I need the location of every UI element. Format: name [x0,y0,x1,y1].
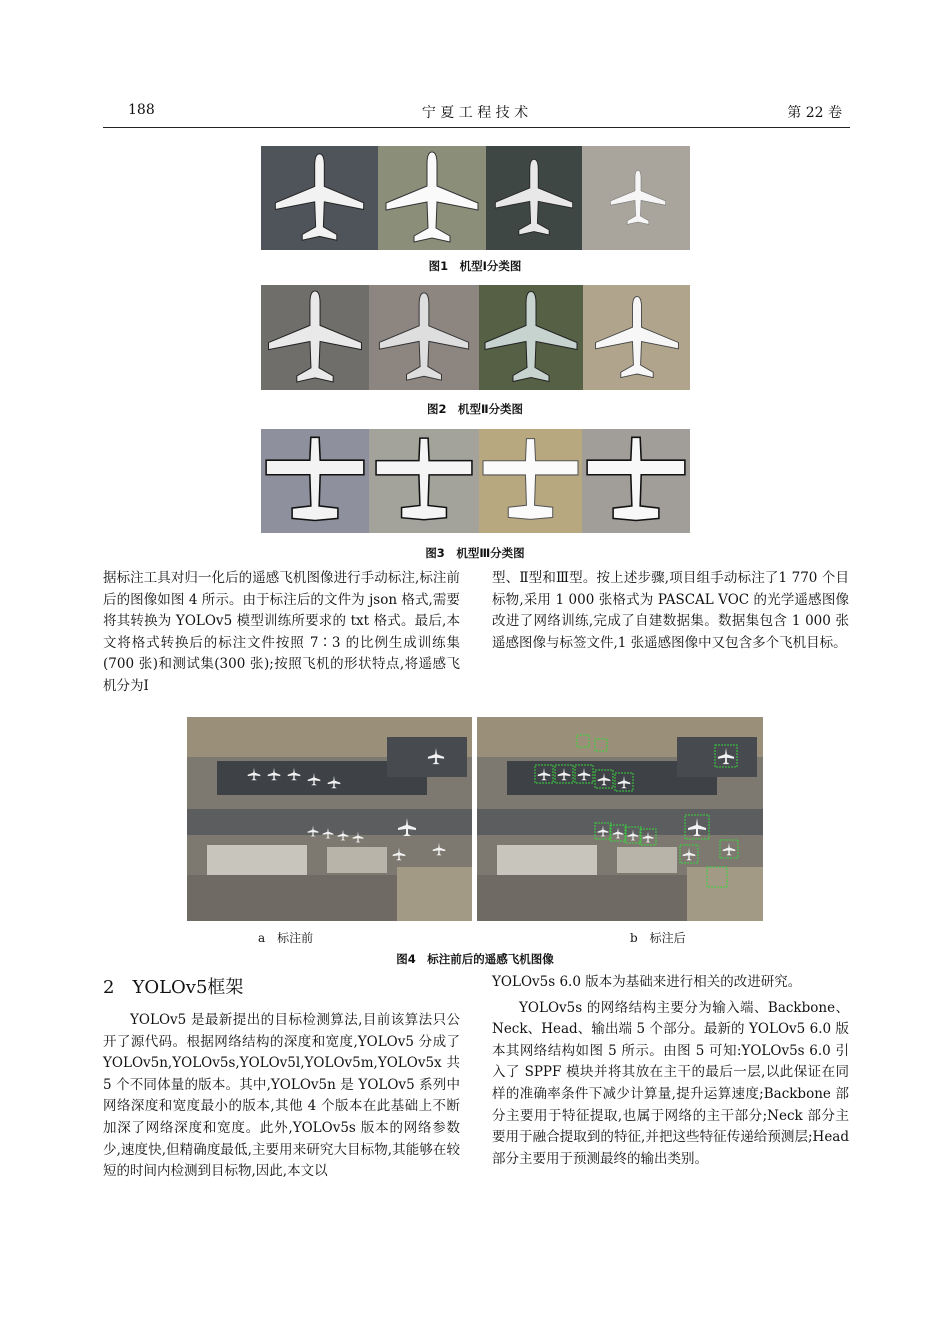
figure-4a-image [187,717,472,921]
volume-label: 第 22 卷 [787,105,842,121]
figure-1-image-4 [582,146,690,250]
figure-1-image-2 [378,146,486,250]
figure-2-image-2 [369,285,479,390]
upper-left-paragraph [103,568,460,698]
figure-3-image-4 [582,429,690,533]
figure-1-caption: 图1 机型Ⅰ分类图 [428,259,522,273]
figure-1-image-1 [261,146,378,250]
upper-right-text: 型、Ⅱ型和Ⅲ型。按上述步骤,项目组手动标注了1 770 个目标物,采用 1 000 张格式为 PASCAL VOC 的光学遥感图像改进了网络训练,完成了自建数据集。数据集包含 1 000 张遥感图像与标签文件,1 张遥感图像中又包含多个飞机目标。 [492,570,849,651]
page-number: 188 [128,102,155,118]
figure-1 [261,146,690,250]
figure-2-caption: 图2 机型Ⅱ分类图 [426,402,524,416]
figure-3-caption: 图3 机型Ⅲ分类图 [425,546,525,560]
upper-right-paragraph [492,568,849,654]
figure-4-caption: 图4 标注前后的遥感飞机图像 [396,952,554,966]
figure-2 [261,285,690,390]
lower-right-text-2: YOLOv5s 的网络结构主要分为输入端、Backbone、Neck、Head、输出端 5 个部分。最新的 YOLOv5 6.0 版本其网络结构如图 5 所示。由图 5 可知:YOLOv5s 6.0 引入了 SPPF 模块并将其放在主干的最后一层,以此保证在同样的准确率条件下减少计算量,提升运算速度;Backbone 部分主要用于特征提取,也属于网络的主干部分;Neck 部分主要用于融合提取到的特征,并把这些特征传递给预测层;Head 部分主要用于预测最终的输出类别。 [492,999,849,1167]
figure-1-image-3 [486,146,582,250]
figure-2-image-1 [261,285,369,390]
lower-right-text-1: YOLOv5s 6.0 版本为基础来进行相关的改进研究。 [492,974,802,990]
header-rule [103,127,850,128]
figure-2-image-3 [479,285,583,390]
figure-4a-label: a 标注前 [258,931,314,945]
figure-3-image-1 [261,429,369,533]
upper-left-text: 据标注工具对归一化后的遥感飞机图像进行手动标注,标注前后的图像如图 4 所示。由于标注后的文件为 json 格式,需要将其转换为 YOLOv5 模型训练所要求的 txt 格式。最后,本文将格式转换后的标注文件按照 7∶3 的比例生成训练集(700 张)和测试集(300 张);按照飞机的形状特点,将遥感飞机分为Ⅰ [103,570,460,694]
figure-2-image-4 [583,285,690,390]
figure-3 [261,429,690,533]
lower-right-paragraphs [492,972,849,1170]
lower-left-paragraph [103,1010,460,1183]
lower-left-text: YOLOv5 是最新提出的目标检测算法,目前该算法只公开了源代码。根据网络结构的深度和宽度,YOLOv5 分成了 YOLOv5n,YOLOv5s,YOLOv5l,YOLOv5m,YOLOv5x 共 5 个不同体量的版本。其中,YOLOv5n 是 YOLOv5 系列中网络深度和宽度最小的版本,其他 4 个版本在此基础上不断加深了网络深度和宽度。此外,YOLOv5s 版本的网络参数少,速度快,但精确度最低,主要用来研究大目标物,其能够在较短的时间内检测到目标物,因此,本文以 [103,1012,460,1180]
figure-3-image-3 [479,429,582,533]
figure-4b-image [477,717,763,921]
figure-3-image-2 [369,429,479,533]
figure-4b-label: b 标注后 [630,931,686,945]
section-title: 2 YOLOv5框架 [103,977,244,998]
journal-title: 宁 夏 工 程 技 术 [421,105,529,121]
